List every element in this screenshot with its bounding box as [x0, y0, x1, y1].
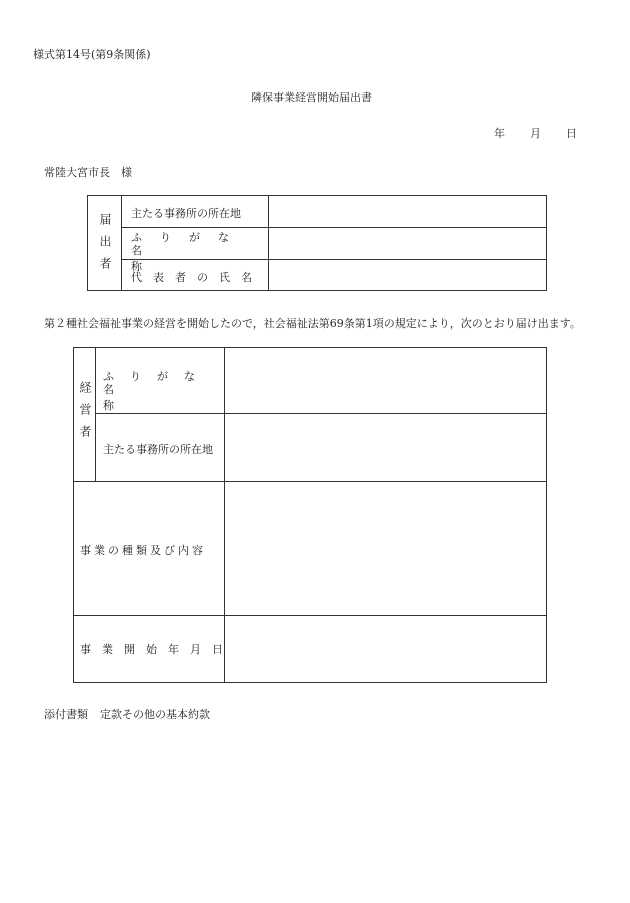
operator-business-value[interactable] — [225, 482, 546, 615]
operator-group-label: 経営者 — [78, 381, 92, 447]
statement-text: 第２種社会福祉事業の経営を開始したので，社会福祉法第69条第1項の規定により，次のとおり届け出ます。 — [44, 317, 581, 330]
form-number: 様式第14号(第9条関係) — [33, 48, 151, 61]
operator-start-date-value[interactable] — [225, 616, 546, 682]
operator-name-text: 名称 — [103, 383, 206, 412]
date-year: 年 — [494, 127, 505, 140]
applicant-representative-label: 代表者の氏名 — [131, 271, 263, 284]
attachments-value: 定款その他の基本約款 — [100, 708, 210, 721]
document-title: 隣保事業経営開始届出書 — [251, 91, 372, 104]
operator-start-date-label: 事業開始年月日 — [80, 643, 234, 656]
applicant-furigana-text: ふりがな — [131, 231, 247, 244]
applicant-divider-1 — [121, 195, 122, 291]
applicant-address-value[interactable] — [269, 196, 546, 227]
applicant-group-label: 届出者 — [98, 213, 112, 279]
addressee: 常陸大宮市長 様 — [44, 166, 132, 179]
operator-divider-left — [95, 347, 96, 481]
applicant-address-label: 主たる事務所の所在地 — [131, 207, 241, 220]
date-day: 日 — [566, 127, 577, 140]
applicant-name-value[interactable] — [269, 228, 546, 259]
operator-furigana-text: ふりがな — [103, 370, 211, 383]
operator-name-value[interactable] — [225, 348, 546, 413]
date-month: 月 — [530, 127, 541, 140]
operator-name-label — [103, 381, 219, 413]
attachments-line — [44, 706, 210, 722]
applicant-name-text: 名称 — [131, 244, 238, 273]
operator-business-label: 事業の種類及び内容 — [80, 544, 206, 557]
operator-address-label: 主たる事務所の所在地 — [103, 443, 213, 456]
operator-address-value[interactable] — [225, 414, 546, 481]
applicant-representative-value[interactable] — [269, 260, 546, 290]
attachments-label: 添付書類 — [44, 708, 88, 721]
